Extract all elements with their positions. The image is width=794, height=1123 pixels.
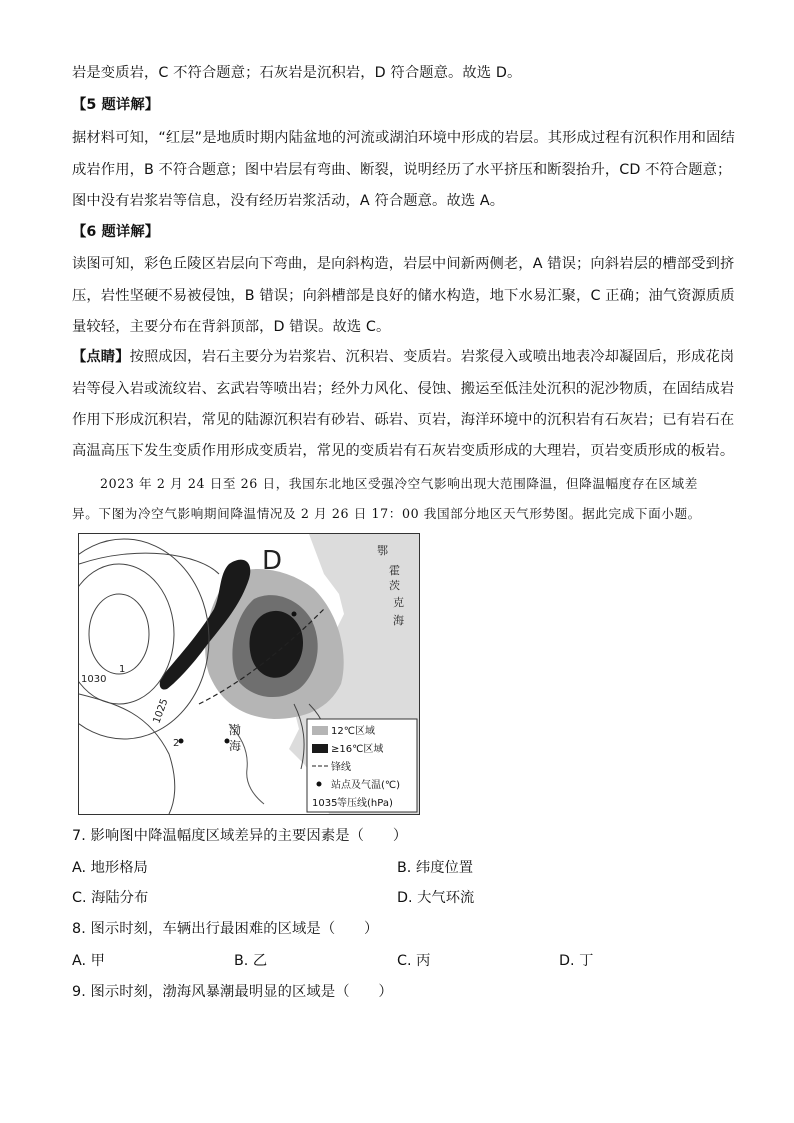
sea-label-1: 鄂 [377,544,388,557]
sea-label-2: 霍 [389,564,400,577]
q7-option-d[interactable]: D. 大气环流 [397,890,475,906]
section-heading-5: 【5 题详解】 [72,97,160,113]
bohai-label-1: 渤 [229,723,242,737]
tip-line-1 [72,347,735,367]
tip-label: 【点睛】 [72,349,130,365]
material-line-2: 异。下图为冷空气影响期间降温情况及 2 月 26 日 17：00 我国部分地区天气形势图。据此完成下面小题。 [72,506,701,521]
station-label-2: 2 [173,738,180,749]
answer-4-tail: 岩是变质岩，C 不符合题意；石灰岩是沉积岩，D 符合题意。故选 D。 [72,65,522,81]
weather-map-svg [79,534,419,814]
material-line-1: 2023 年 2 月 24 日至 26 日，我国东北地区受强冷空气影响出现大范围降温，但降温幅度存在区域差 [100,476,698,491]
q7-option-b[interactable]: B. 纬度位置 [397,860,474,876]
tip-line-3: 作用下形成沉积岩，常见的陆源沉积岩有砂岩、砾岩、页岩，海洋环境中的沉积岩有石灰岩；已有岩石在 [72,412,735,428]
bohai-label-2: 海 [229,739,242,753]
sea-label-4: 克 [393,596,404,609]
map-label-d: D [262,546,283,576]
question-8: 8. 图示时刻，车辆出行最困难的区域是（ ） [72,921,379,937]
legend-station-swatch [317,782,322,787]
detail-6-line-3: 量较轻，主要分布在背斜顶部，D 错误。故选 C。 [72,319,391,335]
legend-swatch-dark [312,744,328,753]
detail-6-line-1: 读图可知，彩色丘陵区岩层向下弯曲，是向斜构造，岩层中间新两侧老，A 错误；向斜岩层的槽部受到挤 [72,256,735,272]
station-label-1: 1 [119,664,126,675]
q8-option-a[interactable]: A. 甲 [72,953,105,969]
sea-label-5: 海 [393,614,404,627]
q8-option-b[interactable]: B. 乙 [234,953,268,969]
isobar-1025-label: 1025 [151,697,171,726]
sea-label-3: 茨 [389,579,400,592]
tip-text: 按照成因，岩石主要分为岩浆岩、沉积岩、变质岩。岩浆侵入或喷出地表冷却凝固后，形成花岗 [129,349,735,365]
tip-line-2: 岩等侵入岩或流纹岩、玄武岩等喷出岩；经外力风化、侵蚀、搬运至低洼处沉积的泥沙物质，在固结成岩 [72,381,735,397]
detail-5-line-1: 据材料可知，“红层”是地质时期内陆盆地的河流或湖泊环境中形成的岩层。其形成过程有沉积作用和固结 [72,130,735,146]
q7-option-c[interactable]: C. 海陆分布 [72,890,149,906]
weather-map [78,533,420,815]
legend-item-3: 锋线 [331,762,351,773]
q8-option-d[interactable]: D. 丁 [559,953,594,969]
q7-option-a[interactable]: A. 地形格局 [72,860,148,876]
station-dot-1 [292,612,297,617]
detail-5-line-2: 成岩作用，B 不符合题意；图中岩层有弯曲、断裂，说明经历了水平挤压和断裂抬升，CD 不符合题意； [72,162,732,178]
legend-item-5: 等压线(hPa) [337,798,393,809]
tip-line-4: 高温高压下发生变质作用形成变质岩，常见的变质岩有石灰岩变质形成的大理岩，页岩变质形成的板岩。 [72,443,735,459]
section-heading-6: 【6 题详解】 [72,224,160,240]
detail-5-line-3: 图中没有岩浆岩等信息，没有经历岩浆活动，A 符合题意。故选 A。 [72,193,505,209]
question-7: 7. 影响图中降温幅度区域差异的主要因素是（ ） [72,828,408,844]
isobar-1030-label: 1030 [81,674,107,685]
detail-6-line-2: 压，岩性坚硬不易被侵蚀，B 错误；向斜槽部是良好的储水构造，地下水易汇聚，C 正确；油气资源质质 [72,288,735,304]
legend-swatch-light [312,726,328,735]
legend-item-1: 12℃区域 [331,726,375,737]
q8-option-c[interactable]: C. 丙 [397,953,431,969]
question-9: 9. 图示时刻，渤海风暴潮最明显的区域是（ ） [72,984,393,1000]
legend-item-4: 站点及气温(℃) [331,780,401,791]
legend-item-2: ≥16℃区域 [331,744,384,755]
isobar-1035-label: 1035 [312,798,338,809]
